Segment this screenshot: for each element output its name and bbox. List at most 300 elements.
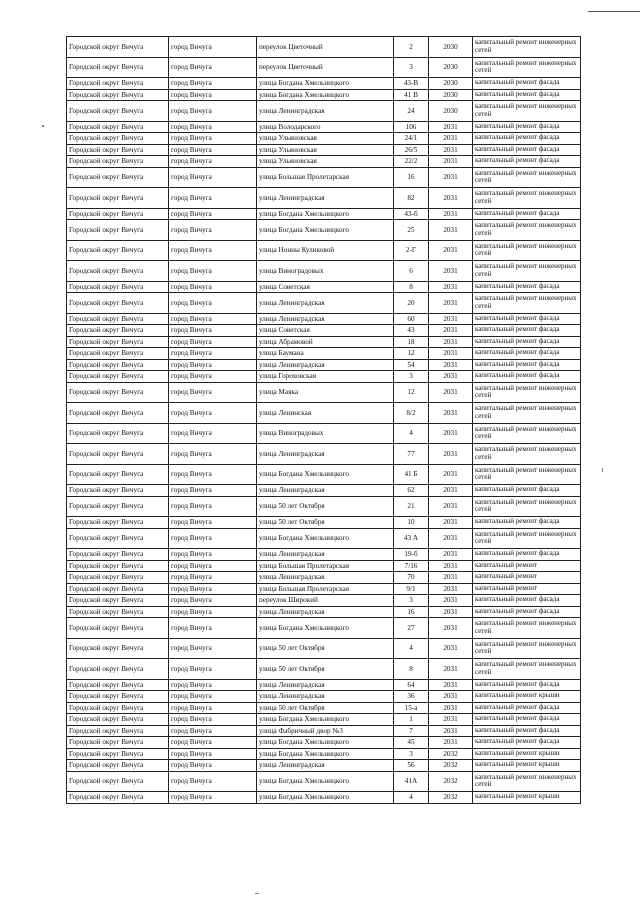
city-cell: город Вичуга [169,156,257,168]
city-cell: город Вичуга [169,382,257,403]
work-type-cell: капитальный ремонт фасада [473,737,581,749]
house-number-cell: 3 [394,748,429,760]
district-cell: Городской округ Вичуга [67,760,169,772]
table-row [67,382,581,403]
work-type-cell: капитальный ремонт фасада [473,606,581,618]
year-cell: 2031 [429,313,473,325]
work-type-cell: капитальный ремонт фасада [473,325,581,337]
year-cell: 2031 [429,325,473,337]
work-type-cell: капитальный ремонт [473,560,581,572]
street-cell: улица Ленинградская [257,293,394,314]
city-cell: город Вичуга [169,220,257,241]
work-type-cell: капитальный ремонт фасада [473,121,581,133]
year-cell: 2031 [429,528,473,549]
city-cell: город Вичуга [169,240,257,261]
district-cell: Городской округ Вичуга [67,714,169,726]
street-cell: улица Маяка [257,382,394,403]
street-cell: улица Ленинградская [257,188,394,209]
house-number-cell: 12 [394,382,429,403]
work-type-cell: капитальный ремонт инженерных сетей [473,382,581,403]
year-cell: 2031 [429,595,473,607]
table-row [67,240,581,261]
table-row [67,464,581,485]
city-cell: город Вичуга [169,517,257,529]
district-cell: Городской округ Вичуга [67,638,169,659]
table-row [67,325,581,337]
city-cell: город Вичуга [169,702,257,714]
table-row [67,89,581,101]
city-cell: город Вичуга [169,188,257,209]
house-number-cell: 25 [394,220,429,241]
street-cell: улица Гороховская [257,371,394,383]
table-row [67,313,581,325]
district-cell: Городской округ Вичуга [67,606,169,618]
city-cell: город Вичуга [169,208,257,220]
year-cell: 2031 [429,691,473,703]
house-number-cell: 8/2 [394,403,429,424]
table-row [67,560,581,572]
year-cell: 2031 [429,572,473,584]
table-row [67,691,581,703]
city-cell: город Вичуга [169,133,257,145]
house-number-cell: 41 В [394,89,429,101]
work-type-cell: капитальный ремонт инженерных сетей [473,220,581,241]
city-cell: город Вичуга [169,560,257,572]
year-cell: 2031 [429,240,473,261]
city-cell: город Вичуга [169,760,257,772]
street-cell: улица Богдана Хмельницкого [257,89,394,101]
district-cell: Городской округ Вичуга [67,293,169,314]
district-cell: Городской округ Вичуга [67,583,169,595]
street-cell: улица Богдана Хмельницкого [257,220,394,241]
district-cell: Городской округ Вичуга [67,485,169,497]
district-cell: Городской округ Вичуга [67,444,169,465]
street-cell: улица Ленинградская [257,691,394,703]
table-row [67,618,581,639]
table-row [67,760,581,772]
work-type-cell: капитальный ремонт крыши [473,792,581,804]
year-cell: 2031 [429,144,473,156]
year-cell: 2031 [429,293,473,314]
city-cell: город Вичуга [169,792,257,804]
house-number-cell: 82 [394,188,429,209]
house-number-cell: 4 [394,638,429,659]
year-cell: 2031 [429,714,473,726]
table-row [67,595,581,607]
year-cell: 2031 [429,725,473,737]
district-cell: Городской округ Вичуга [67,240,169,261]
work-type-cell: капитальный ремонт крыши [473,748,581,760]
district-cell: Городской округ Вичуга [67,121,169,133]
work-type-cell: капитальный ремонт инженерных сетей [473,771,581,792]
district-cell: Городской округ Вичуга [67,496,169,517]
district-cell: Городской округ Вичуга [67,144,169,156]
table-row [67,725,581,737]
work-type-cell: капитальный ремонт инженерных сетей [473,188,581,209]
year-cell: 2030 [429,89,473,101]
table-row [67,423,581,444]
house-number-cell: 16 [394,167,429,188]
street-cell: улица Ленинградская [257,606,394,618]
street-cell: улица Ульяновская [257,144,394,156]
city-cell: город Вичуга [169,423,257,444]
table-row [67,583,581,595]
district-cell: Городской округ Вичуга [67,167,169,188]
table-row [67,496,581,517]
work-type-cell: капитальный ремонт инженерных сетей [473,101,581,122]
table-row [67,714,581,726]
work-type-cell: капитальный ремонт инженерных сетей [473,423,581,444]
street-cell: улица Виноградовых [257,423,394,444]
work-type-cell: капитальный ремонт инженерных сетей [473,37,581,58]
house-number-cell: 3 [394,371,429,383]
city-cell: город Вичуга [169,293,257,314]
district-cell: Городской округ Вичуга [67,423,169,444]
work-type-cell: капитальный ремонт инженерных сетей [473,57,581,78]
house-number-cell: 62 [394,485,429,497]
house-number-cell: 3 [394,57,429,78]
house-number-cell: 1 [394,714,429,726]
city-cell: город Вичуга [169,572,257,584]
street-cell: улица 50 лет Октября [257,496,394,517]
table-row [67,133,581,145]
house-number-cell: 26/5 [394,144,429,156]
house-number-cell: 43 А [394,528,429,549]
house-number-cell: 9/1 [394,583,429,595]
street-cell: улица Ленинградская [257,549,394,561]
work-type-cell: капитальный ремонт фасада [473,156,581,168]
city-cell: город Вичуга [169,359,257,371]
street-cell: улица Фабричный двор №3 [257,725,394,737]
table-row [67,220,581,241]
city-cell: город Вичуга [169,737,257,749]
city-cell: город Вичуга [169,444,257,465]
scan-dot-right [602,468,603,472]
work-type-cell: капитальный ремонт крыши [473,691,581,703]
house-number-cell: 64 [394,679,429,691]
city-cell: город Вичуга [169,78,257,90]
city-cell: город Вичуга [169,549,257,561]
year-cell: 2031 [429,583,473,595]
year-cell: 2031 [429,737,473,749]
city-cell: город Вичуга [169,57,257,78]
district-cell: Городской округ Вичуга [67,156,169,168]
district-cell: Городской округ Вичуга [67,313,169,325]
year-cell: 2031 [429,659,473,680]
repair-schedule-table [66,36,581,804]
city-cell: город Вичуга [169,403,257,424]
house-number-cell: 20 [394,293,429,314]
house-number-cell: 10 [394,517,429,529]
work-type-cell: капитальный ремонт фасада [473,336,581,348]
street-cell: улица Богдана Хмельницкого [257,771,394,792]
table-row [67,167,581,188]
work-type-cell: капитальный ремонт [473,572,581,584]
work-type-cell: капитальный ремонт инженерных сетей [473,618,581,639]
house-number-cell: 19-б [394,549,429,561]
year-cell: 2031 [429,167,473,188]
work-type-cell: капитальный ремонт инженерных сетей [473,659,581,680]
city-cell: город Вичуга [169,336,257,348]
house-number-cell: 43-В [394,78,429,90]
work-type-cell: капитальный ремонт фасада [473,313,581,325]
district-cell: Городской округ Вичуга [67,595,169,607]
year-cell: 2032 [429,792,473,804]
house-number-cell: 27 [394,618,429,639]
work-type-cell: капитальный ремонт [473,583,581,595]
year-cell: 2031 [429,156,473,168]
house-number-cell: 56 [394,760,429,772]
house-number-cell: 45 [394,737,429,749]
work-type-cell: капитальный ремонт инженерных сетей [473,293,581,314]
year-cell: 2031 [429,549,473,561]
scan-mark-bottom [255,893,259,894]
work-type-cell: капитальный ремонт фасада [473,371,581,383]
table-row [67,792,581,804]
work-type-cell: капитальный ремонт фасада [473,348,581,360]
year-cell: 2031 [429,382,473,403]
street-cell: улица Богдана Хмельницкого [257,618,394,639]
city-cell: город Вичуга [169,37,257,58]
house-number-cell: 22/2 [394,156,429,168]
city-cell: город Вичуга [169,325,257,337]
street-cell: улица Володарского [257,121,394,133]
house-number-cell: 36 [394,691,429,703]
house-number-cell: 15-а [394,702,429,714]
house-number-cell: 8 [394,281,429,293]
district-cell: Городской округ Вичуга [67,748,169,760]
house-number-cell: 41 Б [394,464,429,485]
city-cell: город Вичуга [169,167,257,188]
year-cell: 2030 [429,78,473,90]
district-cell: Городской округ Вичуга [67,348,169,360]
house-number-cell: 21 [394,496,429,517]
district-cell: Городской округ Вичуга [67,659,169,680]
year-cell: 2031 [429,359,473,371]
table-row [67,78,581,90]
district-cell: Городской округ Вичуга [67,618,169,639]
city-cell: город Вичуга [169,595,257,607]
work-type-cell: капитальный ремонт фасада [473,89,581,101]
table-row [67,348,581,360]
street-cell: улица Ульяновская [257,133,394,145]
year-cell: 2031 [429,444,473,465]
district-cell: Городской округ Вичуга [67,679,169,691]
city-cell: город Вичуга [169,464,257,485]
street-cell: переулок Цветочный [257,57,394,78]
table-row [67,336,581,348]
table-row [67,57,581,78]
work-type-cell: капитальный ремонт инженерных сетей [473,444,581,465]
street-cell: переулок Цветочный [257,37,394,58]
table-row [67,659,581,680]
year-cell: 2031 [429,517,473,529]
city-cell: город Вичуга [169,618,257,639]
table-row [67,293,581,314]
year-cell: 2031 [429,121,473,133]
scan-mark-top [588,11,640,12]
house-number-cell: 4 [394,792,429,804]
street-cell: улица Ленинградская [257,444,394,465]
year-cell: 2030 [429,57,473,78]
table-row [67,156,581,168]
work-type-cell: капитальный ремонт инженерных сетей [473,167,581,188]
district-cell: Городской округ Вичуга [67,549,169,561]
district-cell: Городской округ Вичуга [67,281,169,293]
house-number-cell: 24/1 [394,133,429,145]
table-row [67,403,581,424]
city-cell: город Вичуга [169,771,257,792]
table-row [67,444,581,465]
year-cell: 2031 [429,336,473,348]
year-cell: 2032 [429,771,473,792]
table-row [67,771,581,792]
work-type-cell: капитальный ремонт инженерных сетей [473,464,581,485]
street-cell: переулок Широкий [257,595,394,607]
work-type-cell: капитальный ремонт фасада [473,517,581,529]
house-number-cell: 7/16 [394,560,429,572]
house-number-cell: 3 [394,595,429,607]
street-cell: улица Советская [257,281,394,293]
year-cell: 2031 [429,679,473,691]
street-cell: улица Богдана Хмельницкого [257,78,394,90]
district-cell: Городской округ Вичуга [67,336,169,348]
district-cell: Городской округ Вичуга [67,725,169,737]
work-type-cell: капитальный ремонт инженерных сетей [473,240,581,261]
table-row [67,549,581,561]
district-cell: Городской округ Вичуга [67,325,169,337]
street-cell: улица Советская [257,325,394,337]
city-cell: город Вичуга [169,748,257,760]
year-cell: 2031 [429,220,473,241]
year-cell: 2032 [429,748,473,760]
street-cell: улица Виноградовых [257,261,394,282]
city-cell: город Вичуга [169,583,257,595]
district-cell: Городской округ Вичуга [67,89,169,101]
work-type-cell: капитальный ремонт инженерных сетей [473,403,581,424]
street-cell: улица Богдана Хмельницкого [257,464,394,485]
year-cell: 2030 [429,101,473,122]
street-cell: улица Ленинградская [257,359,394,371]
district-cell: Городской округ Вичуга [67,359,169,371]
work-type-cell: капитальный ремонт фасада [473,714,581,726]
district-cell: Городской округ Вичуга [67,57,169,78]
house-number-cell: 43-б [394,208,429,220]
street-cell: улица Ленинградская [257,101,394,122]
year-cell: 2031 [429,208,473,220]
work-type-cell: капитальный ремонт фасада [473,144,581,156]
table-row [67,208,581,220]
city-cell: город Вичуга [169,371,257,383]
work-type-cell: капитальный ремонт фасада [473,281,581,293]
house-number-cell: 8 [394,659,429,680]
table-row [67,517,581,529]
city-cell: город Вичуга [169,638,257,659]
year-cell: 2031 [429,133,473,145]
street-cell: улица Ленинградская [257,572,394,584]
work-type-cell: капитальный ремонт инженерных сетей [473,261,581,282]
house-number-cell: 60 [394,313,429,325]
table-row [67,638,581,659]
district-cell: Городской округ Вичуга [67,560,169,572]
city-cell: город Вичуга [169,313,257,325]
street-cell: улица Баумана [257,348,394,360]
table-body [67,37,581,804]
work-type-cell: капитальный ремонт инженерных сетей [473,638,581,659]
street-cell: улица Ленинградская [257,760,394,772]
street-cell: улица Богдана Хмельницкого [257,528,394,549]
district-cell: Городской округ Вичуга [67,702,169,714]
city-cell: город Вичуга [169,606,257,618]
table-row [67,606,581,618]
district-cell: Городской округ Вичуга [67,371,169,383]
city-cell: город Вичуга [169,281,257,293]
table-row [67,679,581,691]
work-type-cell: капитальный ремонт фасада [473,208,581,220]
street-cell: улица Большая Пролетарская [257,560,394,572]
work-type-cell: капитальный ремонт фасада [473,702,581,714]
work-type-cell: капитальный ремонт фасада [473,485,581,497]
year-cell: 2031 [429,606,473,618]
table-row [67,144,581,156]
year-cell: 2031 [429,188,473,209]
house-number-cell: 16 [394,606,429,618]
table-row [67,572,581,584]
table-row [67,188,581,209]
district-cell: Городской округ Вичуга [67,382,169,403]
house-number-cell: 2 [394,37,429,58]
district-cell: Городской округ Вичуга [67,78,169,90]
work-type-cell: капитальный ремонт крыши [473,760,581,772]
district-cell: Городской округ Вичуга [67,37,169,58]
street-cell: улица Ленинградская [257,313,394,325]
street-cell: улица Богдана Хмельницкого [257,792,394,804]
city-cell: город Вичуга [169,691,257,703]
year-cell: 2031 [429,464,473,485]
district-cell: Городской округ Вичуга [67,188,169,209]
district-cell: Городской округ Вичуга [67,261,169,282]
house-number-cell: 7 [394,725,429,737]
work-type-cell: капитальный ремонт фасада [473,549,581,561]
year-cell: 2031 [429,618,473,639]
year-cell: 2031 [429,496,473,517]
house-number-cell: 41А [394,771,429,792]
year-cell: 2031 [429,348,473,360]
table-row [67,371,581,383]
house-number-cell: 12 [394,348,429,360]
work-type-cell: капитальный ремонт фасада [473,725,581,737]
district-cell: Городской округ Вичуга [67,101,169,122]
table-row [67,101,581,122]
city-cell: город Вичуга [169,89,257,101]
table-row [67,485,581,497]
table-row [67,359,581,371]
street-cell: улица Нонны Куликовой [257,240,394,261]
table-row [67,281,581,293]
street-cell: улица Ленинградская [257,679,394,691]
year-cell: 2031 [429,423,473,444]
district-cell: Городской округ Вичуга [67,792,169,804]
street-cell: улица Большая Пролетарская [257,583,394,595]
table-row [67,748,581,760]
house-number-cell: 70 [394,572,429,584]
district-cell: Городской округ Вичуга [67,572,169,584]
street-cell: улица 50 лет Октября [257,517,394,529]
year-cell: 2031 [429,560,473,572]
year-cell: 2031 [429,638,473,659]
scan-dot-left [42,125,44,127]
city-cell: город Вичуга [169,496,257,517]
